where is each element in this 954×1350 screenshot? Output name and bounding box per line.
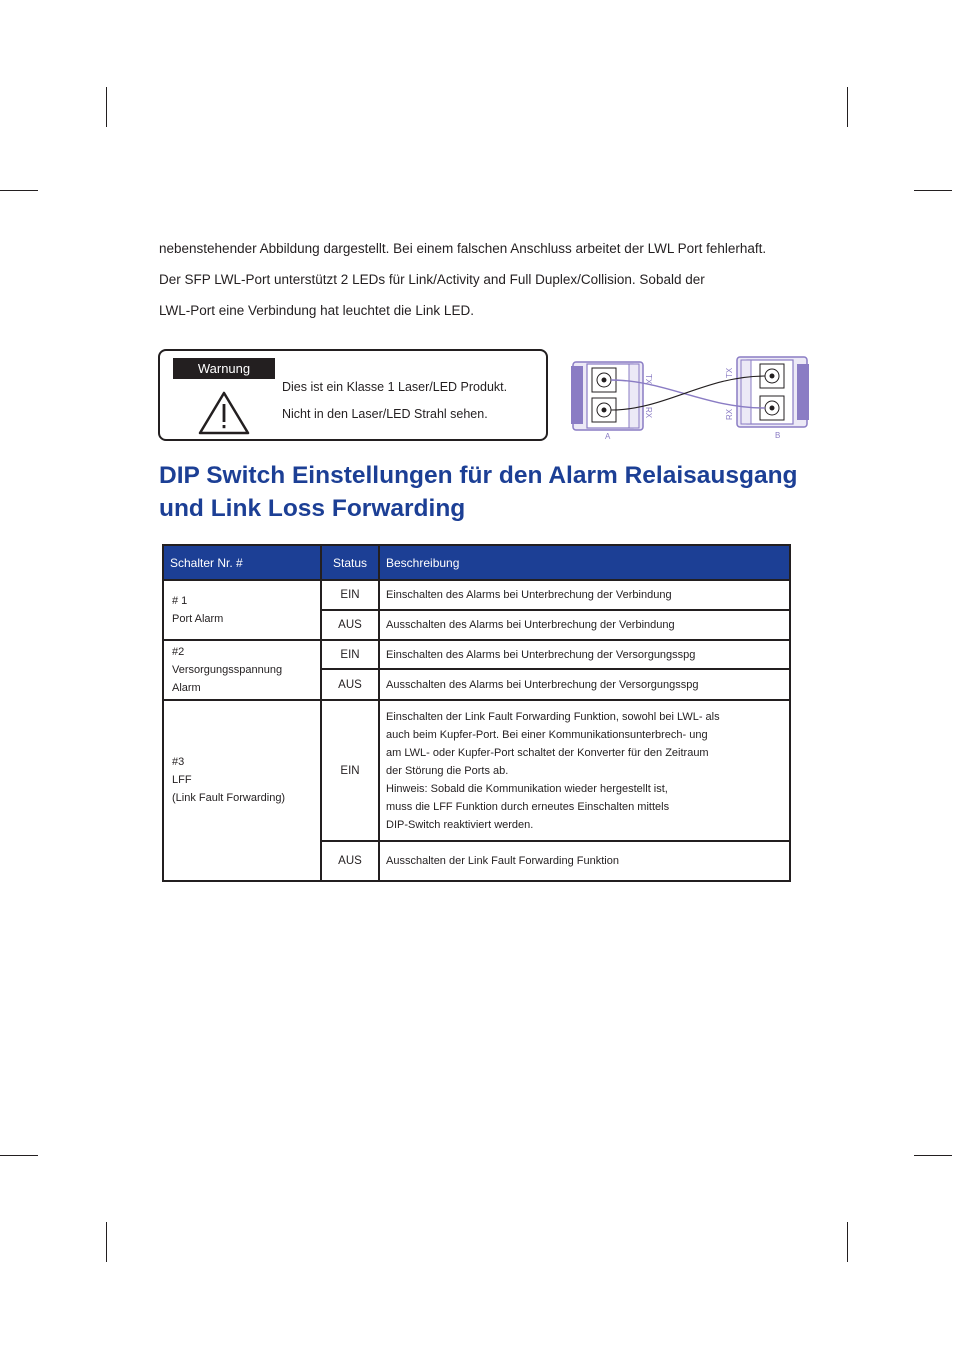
warning-box bbox=[158, 349, 548, 441]
table-row bbox=[163, 700, 790, 841]
switch-number: #2 bbox=[172, 646, 185, 658]
intro-line: nebenstehender Abbildung dargestellt. Bei einem falschen Anschluss arbeitet der LWL Port fehlerhaft. bbox=[159, 241, 767, 256]
connector-b bbox=[737, 357, 809, 427]
description-cell: Einschalten des Alarms bei Unterbrechung der Verbindung bbox=[379, 580, 790, 610]
table-row bbox=[163, 580, 790, 610]
label-a: A bbox=[605, 432, 611, 441]
warning-line: Nicht in den Laser/LED Strahl sehen. bbox=[282, 407, 488, 421]
intro-line: LWL-Port eine Verbindung hat leuchtet die Link LED. bbox=[159, 303, 474, 318]
description-line: muss die LFF Funktion durch erneutes Einschalten mittels bbox=[386, 800, 670, 813]
dip-switch-table bbox=[162, 544, 791, 882]
intro-paragraph bbox=[159, 233, 859, 326]
tx-label-b: TX bbox=[725, 367, 734, 378]
rx-label-b: RX bbox=[725, 408, 734, 420]
description-line: Einschalten der Link Fault Forwarding Funktion, sowohl bei LWL- als bbox=[386, 710, 720, 723]
switch-cell bbox=[163, 700, 321, 881]
warning-tag: Warnung bbox=[173, 358, 275, 379]
warning-triangle-icon bbox=[198, 391, 250, 435]
label-b: B bbox=[775, 431, 781, 440]
description-line: am LWL- oder Kupfer-Port schaltet der Konverter für den Zeitraum bbox=[386, 746, 709, 759]
table-row bbox=[163, 640, 790, 669]
header-switch: Schalter Nr. # bbox=[163, 545, 321, 580]
fiber-connection-diagram bbox=[565, 352, 811, 442]
description-cell bbox=[379, 700, 790, 841]
crop-mark bbox=[847, 1222, 848, 1262]
description-line: der Störung die Ports ab. bbox=[386, 764, 509, 777]
switch-number: #3 bbox=[172, 756, 185, 768]
switch-cell bbox=[163, 580, 321, 640]
header-description: Beschreibung bbox=[379, 545, 790, 580]
heading-line: DIP Switch Einstellungen für den Alarm Relaisausgang bbox=[159, 462, 798, 489]
status-cell: AUS bbox=[321, 669, 379, 700]
status-cell: EIN bbox=[321, 640, 379, 669]
switch-number: # 1 bbox=[172, 595, 188, 607]
warning-line: Dies ist ein Klasse 1 Laser/LED Produkt. bbox=[282, 380, 508, 394]
description-cell: Einschalten des Alarms bei Unterbrechung der Versorgungsspg bbox=[379, 640, 790, 669]
description-line: Hinweis: Sobald die Kommunikation wieder hergestellt ist, bbox=[386, 782, 668, 795]
description-line: auch beim Kupfer-Port. Bei einer Kommunikationsunterbrech- ung bbox=[386, 728, 708, 741]
crop-mark bbox=[106, 1222, 107, 1262]
heading-line: und Link Loss Forwarding bbox=[159, 495, 466, 522]
switch-name: Versorgungsspannung bbox=[172, 664, 283, 676]
switch-cell bbox=[163, 640, 321, 700]
crop-mark bbox=[914, 190, 952, 191]
header-status: Status bbox=[321, 545, 379, 580]
status-cell: AUS bbox=[321, 610, 379, 640]
crop-mark bbox=[914, 1155, 952, 1156]
crop-mark bbox=[847, 87, 848, 127]
intro-line: Der SFP LWL-Port unterstützt 2 LEDs für Link/Activity and Full Duplex/Collision. Sobald der bbox=[159, 272, 705, 287]
description-line: DIP-Switch reaktiviert werden. bbox=[386, 818, 534, 831]
section-heading bbox=[159, 459, 839, 525]
description-cell: Ausschalten des Alarms bei Unterbrechung der Versorgungsspg bbox=[379, 669, 790, 700]
warning-text bbox=[282, 374, 507, 428]
crop-mark bbox=[0, 1155, 38, 1156]
switch-name: LFF bbox=[172, 774, 192, 786]
status-cell: EIN bbox=[321, 580, 379, 610]
table-header-row bbox=[163, 545, 790, 580]
status-cell: EIN bbox=[321, 700, 379, 841]
connector-a bbox=[571, 362, 643, 430]
switch-name: Port Alarm bbox=[172, 613, 224, 625]
description-cell: Ausschalten der Link Fault Forwarding Funktion bbox=[379, 841, 790, 881]
crop-mark bbox=[0, 190, 38, 191]
description-cell: Ausschalten des Alarms bei Unterbrechung der Verbindung bbox=[379, 610, 790, 640]
crop-mark bbox=[106, 87, 107, 127]
tx-label-a: TX bbox=[644, 374, 653, 385]
rx-label-a: RX bbox=[644, 407, 653, 419]
status-cell: AUS bbox=[321, 841, 379, 881]
switch-name: (Link Fault Forwarding) bbox=[172, 792, 286, 804]
switch-name: Alarm bbox=[172, 682, 201, 694]
